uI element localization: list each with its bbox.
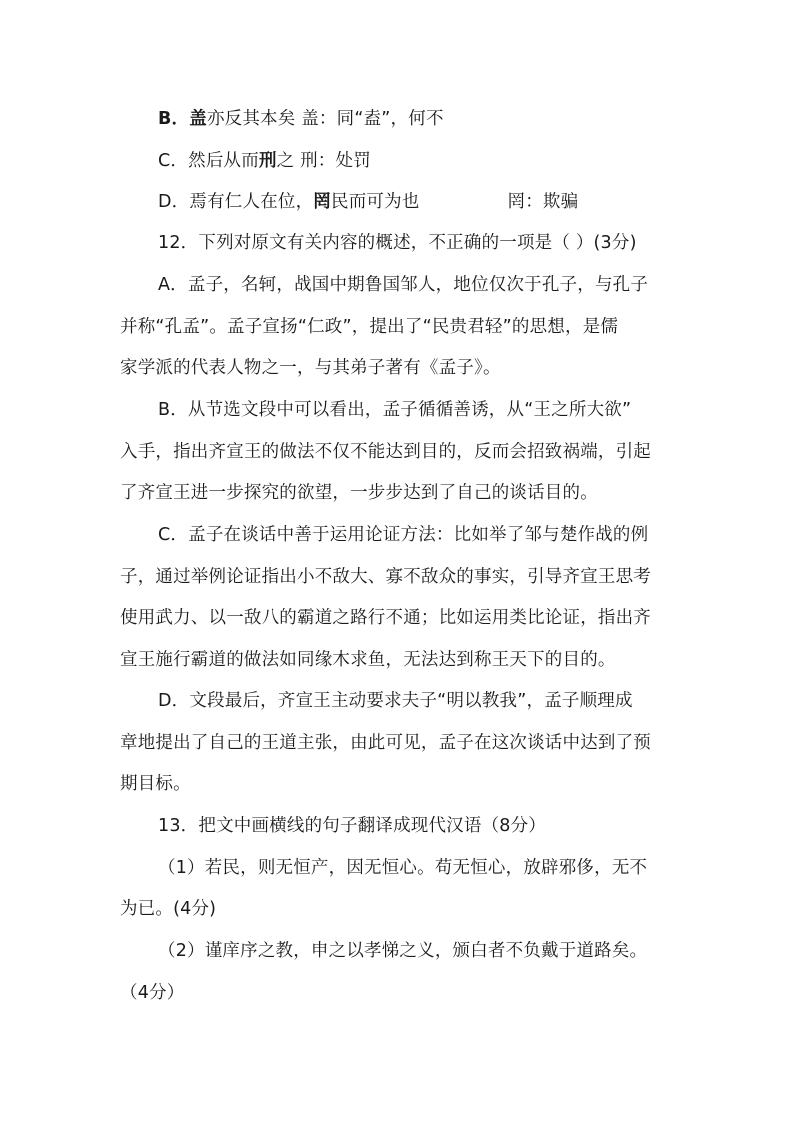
option-c-label: C． (158, 151, 189, 171)
q12-c-line-4: 宣王施行霸道的做法如同缘木求鱼，无法达到称王天下的目的。 (120, 650, 616, 670)
option-c-text-before: 然后从而 (188, 151, 259, 171)
option-d-bold-char: 罔 (313, 192, 331, 212)
q13-s1-line-2: 为已。(4分) (120, 899, 217, 919)
option-b-text: 亦反其本矣 盖：同“盍”，何不 (206, 109, 444, 129)
q12-d-line-3: 期目标。 (120, 774, 191, 794)
q12-a-line-1: A．孟子，名轲，战国中期鲁国邹人，地位仅次于孔子，与孔子 (158, 275, 649, 295)
q12-b-line-1: B．从节选文段中可以看出，孟子循循善诱，从“王之所大欲” (158, 400, 632, 420)
option-b-label: B． (158, 109, 190, 129)
q12-c-line-1: C．孟子在谈话中善于运用论证方法：比如举了邹与楚作战的例 (158, 525, 649, 545)
q12-c-line-3: 使用武力、以一敌八的霸道之路行不通；比如运用类比论证，指出齐 (120, 608, 651, 628)
q12-b-line-3: 了齐宣王进一步探究的欲望，一步步达到了自己的谈话目的。 (120, 483, 598, 503)
option-b-prev (158, 107, 444, 131)
option-c-bold-char: 刑 (258, 151, 277, 171)
q12-stem: 12．下列对原文有关内容的概述，不正确的一项是（ ）(3分) (158, 233, 637, 253)
q12-b-line-2: 入手，指出齐宣王的做法不仅不能达到目的，反而会招致祸端，引起 (120, 442, 651, 462)
q12-c-line-2: 子，通过举例论证指出小不敌大、寡不敌众的事实，引导齐宣王思考 (120, 567, 651, 587)
q12-d-line-1: D．文段最后，齐宣王主动要求夫子“明以教我”，孟子顺理成 (158, 691, 633, 711)
option-b-bold-char: 盖 (189, 109, 207, 129)
q13-s1-line-1: （1）若民，则无恒产，因无恒心。苟无恒心，放辟邪侈，无不 (158, 858, 648, 878)
q13-stem: 13．把文中画横线的句子翻译成现代汉语（8分） (158, 816, 547, 836)
q13-s2-line-2: （4分） (120, 983, 185, 1003)
option-d-prev (158, 190, 578, 214)
q12-d-line-2: 章地提出了自己的王道主张，由此可见，孟子在这次谈话中达到了预 (120, 733, 651, 753)
option-d-label: D． (158, 192, 190, 212)
option-c-text-after: 之 刑：处罚 (276, 151, 371, 171)
option-d-gloss: 罔：欺骗 (507, 192, 579, 212)
option-c-prev (158, 149, 371, 173)
option-d-text-before: 焉有仁人在位， (189, 192, 314, 212)
q12-a-line-2: 并称“孔孟”。孟子宣扬“仁政”，提出了“民贵君轻”的思想，是儒 (120, 317, 619, 337)
q13-s2-line-1: （2）谨庠序之教，申之以孝悌之义，颁白者不负戴于道路矣。 (158, 941, 648, 961)
option-d-text-after: 民而可为也 (331, 192, 420, 212)
q12-a-line-3: 家学派的代表人物之一，与其弟子著有《孟子》。 (120, 358, 501, 378)
